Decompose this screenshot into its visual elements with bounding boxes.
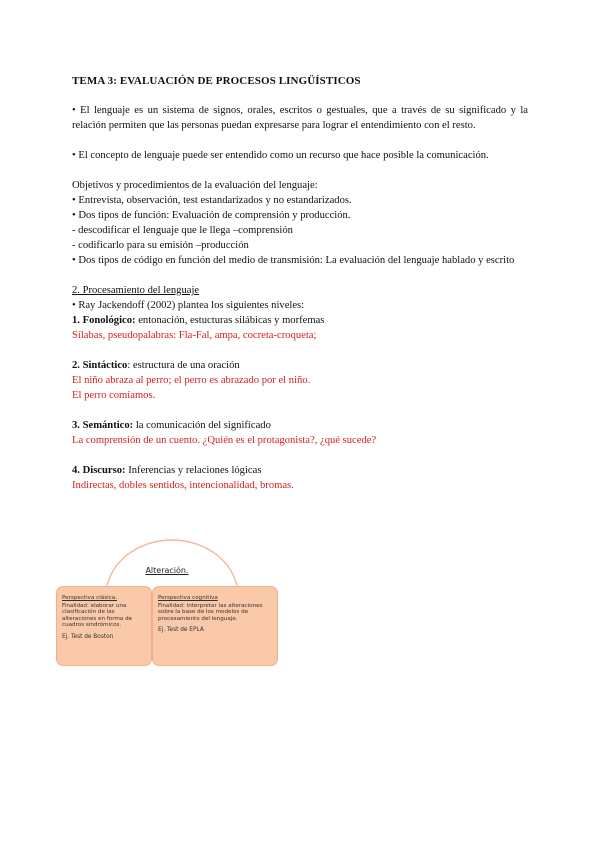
level-discurso bbox=[72, 463, 528, 478]
diagram-center-label: Alteración. bbox=[145, 566, 189, 575]
level-example: Sílabas, pseudopalabras: Fla-Fal, ampa, cocreta-croqueta; bbox=[72, 330, 317, 341]
box-title: Perspectiva clásica. bbox=[62, 595, 117, 601]
level-label: 3. Semántico: bbox=[72, 420, 134, 431]
box-example: Ej. Test de Boston bbox=[62, 633, 114, 640]
objectives-item: - codificarlo para su emisión –producción bbox=[72, 240, 249, 251]
diagram-box-cognitive bbox=[152, 586, 278, 666]
level-desc: la comunicación del significado bbox=[133, 420, 271, 431]
diagram-box-classic bbox=[56, 586, 152, 666]
objectives-heading: Objetivos y procedimientos de la evaluación del lenguaje: bbox=[72, 180, 318, 191]
box-text: Finalidad: interpretar las alteraciones sobre la base de los modelos de procesamiento del lenguaje. bbox=[158, 602, 263, 622]
level-semantico bbox=[72, 418, 528, 433]
level-example: Indirectas, dobles sentidos, intencionalidad, bromas. bbox=[72, 480, 294, 491]
document-page bbox=[72, 64, 528, 493]
processing-intro: • Ray Jackendoff (2002) plantea los siguientes niveles: bbox=[72, 300, 305, 311]
level-example: La comprensión de un cuento. ¿Quién es el protagonista?, ¿qué sucede? bbox=[72, 435, 377, 446]
level-sintactico bbox=[72, 358, 528, 373]
objectives-item: • Dos tipos de función: Evaluación de comprensión y producción. bbox=[72, 210, 351, 221]
box-example: Ej. Test de EPLA bbox=[158, 627, 204, 634]
level-desc: Inferencias y relaciones lógicas bbox=[125, 465, 262, 476]
alteration-diagram bbox=[56, 522, 278, 668]
document-title: TEMA 3: EVALUACIÓN DE PROCESOS LINGÜÍSTICOS bbox=[72, 75, 361, 87]
level-example: El niño abraza al perro; el perro es abrazado por el niño. bbox=[72, 375, 311, 386]
level-example: El perro comíamos. bbox=[72, 390, 156, 401]
level-fonologico bbox=[72, 313, 528, 328]
intro-bullet-2: • El concepto de lenguaje puede ser entendido como un recurso que hace posible la comunicación. bbox=[72, 150, 489, 161]
level-label: 2. Sintáctico bbox=[72, 360, 128, 371]
box-title: Perspectiva cognitiva bbox=[158, 595, 218, 601]
level-label: 1. Fonológico: bbox=[72, 315, 136, 326]
processing-heading: 2. Procesamiento del lenguaje bbox=[72, 285, 200, 296]
intro-bullet-1: • El lenguaje es un sistema de signos, orales, escritos o gestuales, que a través de su significado y la relación permiten que las personas puedan expresarse para lograr el entendimiento con el resto. bbox=[72, 105, 528, 131]
box-text: Finalidad: elaborar una clasificación de las alteraciones en forma de cuadros sindrómicos. bbox=[62, 602, 133, 629]
level-label: 4. Discurso: bbox=[72, 465, 126, 476]
level-desc: entonación, estucturas silábicas y morfemas bbox=[135, 315, 325, 326]
level-desc: : estructura de una oración bbox=[127, 360, 240, 371]
objectives-item: - descodificar el lenguaje que le llega –comprensión bbox=[72, 225, 293, 236]
objectives-item: • Entrevista, observación, test estandarizados y no estandarizados. bbox=[72, 195, 352, 206]
objectives-item: • Dos tipos de código en función del medio de transmisión: La evaluación del lenguaje hablado y escrito bbox=[72, 255, 515, 266]
